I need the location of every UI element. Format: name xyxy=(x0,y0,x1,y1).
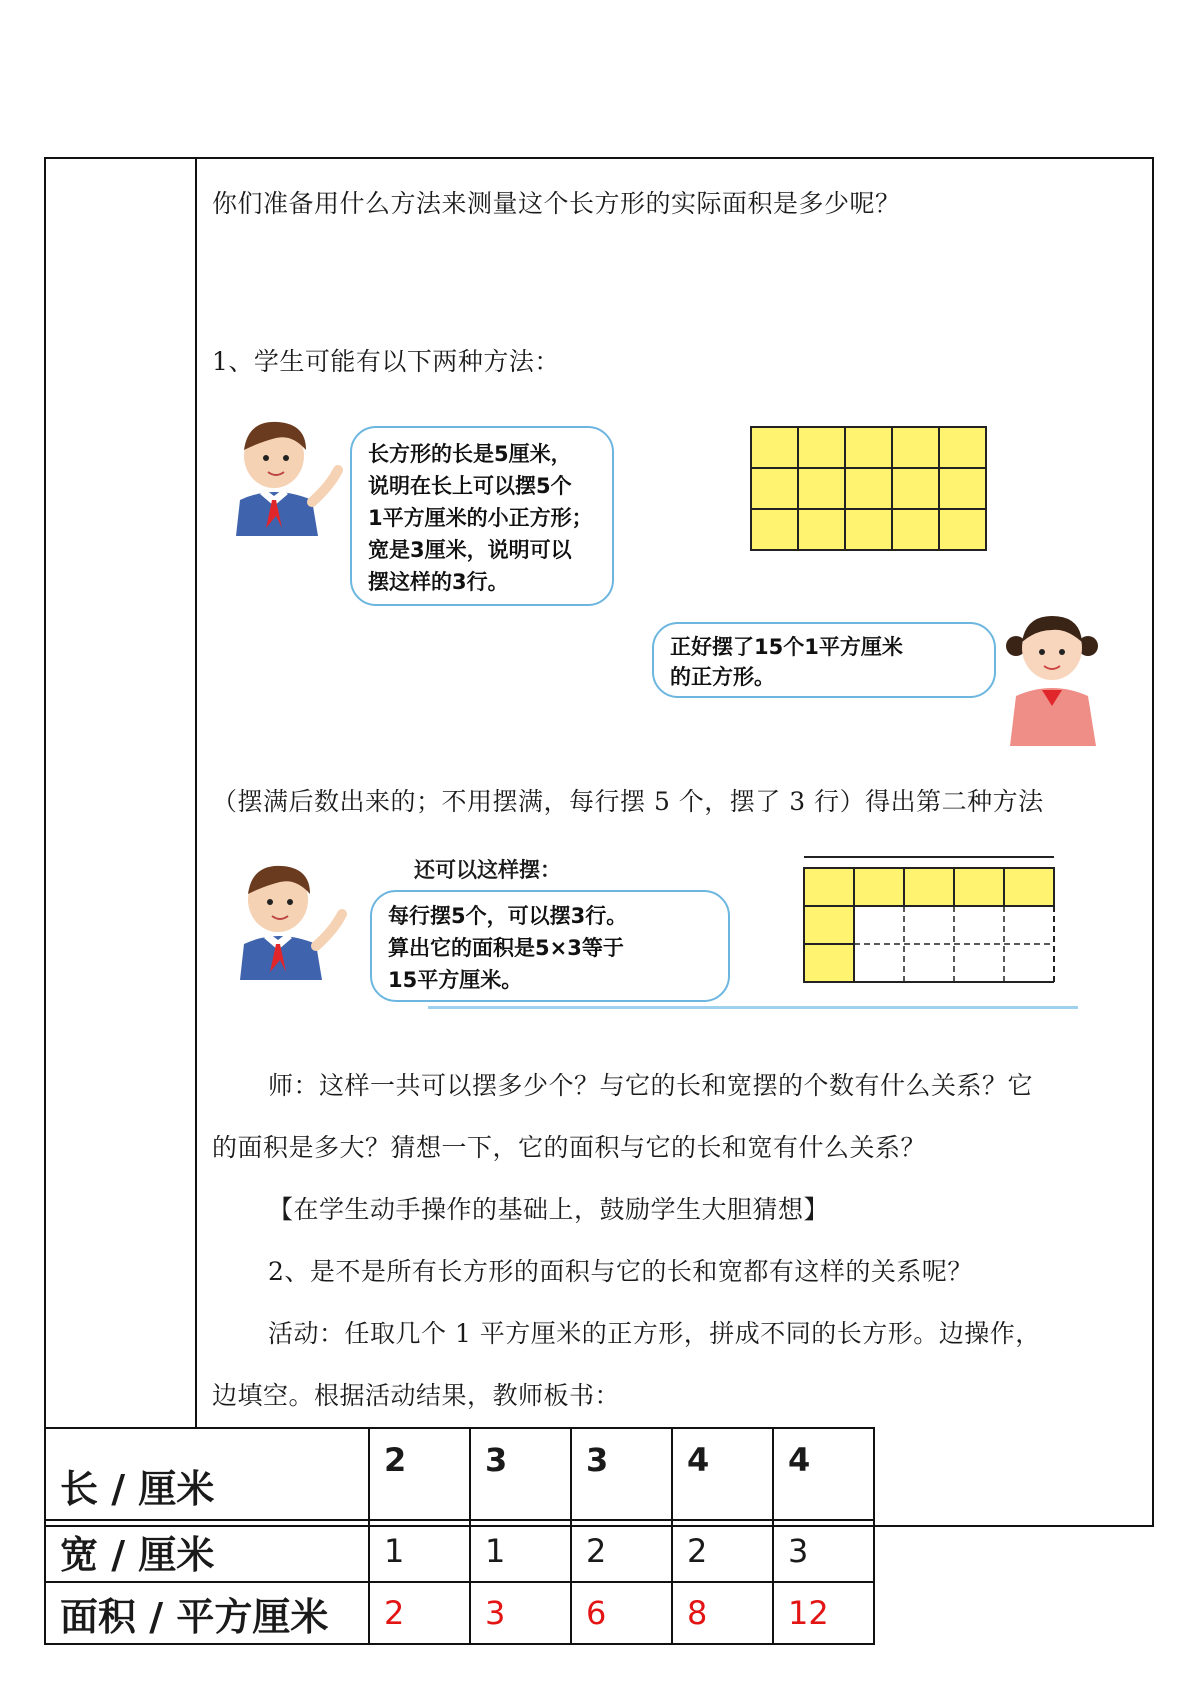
table-cell: 2 xyxy=(571,1520,672,1582)
boy-speech-bubble-2: 每行摆5个，可以摆3行。 算出它的面积是5×3等于 15平方厘米。 xyxy=(370,890,730,1002)
table-cell: 3 xyxy=(571,1428,672,1520)
table-cell: 1 xyxy=(470,1520,571,1582)
answer-cell: 12 xyxy=(773,1582,874,1644)
activity-line2: 边填空。根据活动结果，教师板书： xyxy=(212,1381,621,1410)
answer-cell: 6 xyxy=(571,1582,672,1644)
teacher-question-line1: 师：这样一共可以摆多少个？与它的长和宽摆的个数有什么关系？它 xyxy=(268,1071,1034,1100)
boy-speech-bubble-1: 长方形的长是5厘米， 说明在长上可以摆5个 1平方厘米的小正方形； 宽是3厘米，说明可以 摆这样的3行。 xyxy=(350,426,614,606)
boy-illustration-2 xyxy=(230,860,348,980)
row-label: 宽 / 厘米 xyxy=(45,1520,369,1582)
figure2-heading: 还可以这样摆： xyxy=(414,858,561,882)
girl-illustration xyxy=(996,610,1108,746)
row-label: 长 / 厘米 xyxy=(45,1428,369,1520)
table-cell: 4 xyxy=(672,1428,773,1520)
figure-method-one xyxy=(222,414,1114,752)
table-cell: 3 xyxy=(470,1428,571,1520)
row-label: 面积 / 平方厘米 xyxy=(45,1582,369,1644)
partial-square-grid xyxy=(800,854,1060,988)
table-cell: 1 xyxy=(369,1520,470,1582)
answer-cell: 8 xyxy=(672,1582,773,1644)
teaching-note: 【在学生动手操作的基础上，鼓励学生大胆猜想】 xyxy=(268,1195,830,1224)
teacher-question-line2: 的面积是多大？猜想一下，它的面积与它的长和宽有什么关系？ xyxy=(212,1133,927,1162)
table-row-length xyxy=(45,1428,874,1520)
activity-line1: 活动：任取几个 1 平方厘米的正方形，拼成不同的长方形。边操作， xyxy=(268,1319,1041,1348)
column-divider xyxy=(195,157,197,1427)
method-intro: 1、学生可能有以下两种方法： xyxy=(212,347,560,376)
bridge-text: （摆满后数出来的；不用摆满，每行摆 5 个，摆了 3 行）得出第二种方法 xyxy=(212,787,1044,816)
area-data-table xyxy=(44,1427,875,1645)
square-grid-5x3 xyxy=(750,426,987,551)
girl-speech-bubble: 正好摆了15个1平方厘米 的正方形。 xyxy=(652,622,996,698)
boy-illustration xyxy=(226,416,344,536)
figure2-bottom-rule xyxy=(428,1006,1078,1009)
table-row-width xyxy=(45,1520,874,1582)
question-text: 你们准备用什么方法来测量这个长方形的实际面积是多少呢？ xyxy=(212,189,901,218)
answer-cell: 2 xyxy=(369,1582,470,1644)
table-cell: 2 xyxy=(672,1520,773,1582)
table-cell: 3 xyxy=(773,1520,874,1582)
table-cell: 2 xyxy=(369,1428,470,1520)
question-two: 2、是不是所有长方形的面积与它的长和宽都有这样的关系呢？ xyxy=(268,1257,973,1286)
answer-cell: 3 xyxy=(470,1582,571,1644)
figure-method-two xyxy=(228,854,1086,1014)
table-cell: 4 xyxy=(773,1428,874,1520)
table-row-area xyxy=(45,1582,874,1644)
